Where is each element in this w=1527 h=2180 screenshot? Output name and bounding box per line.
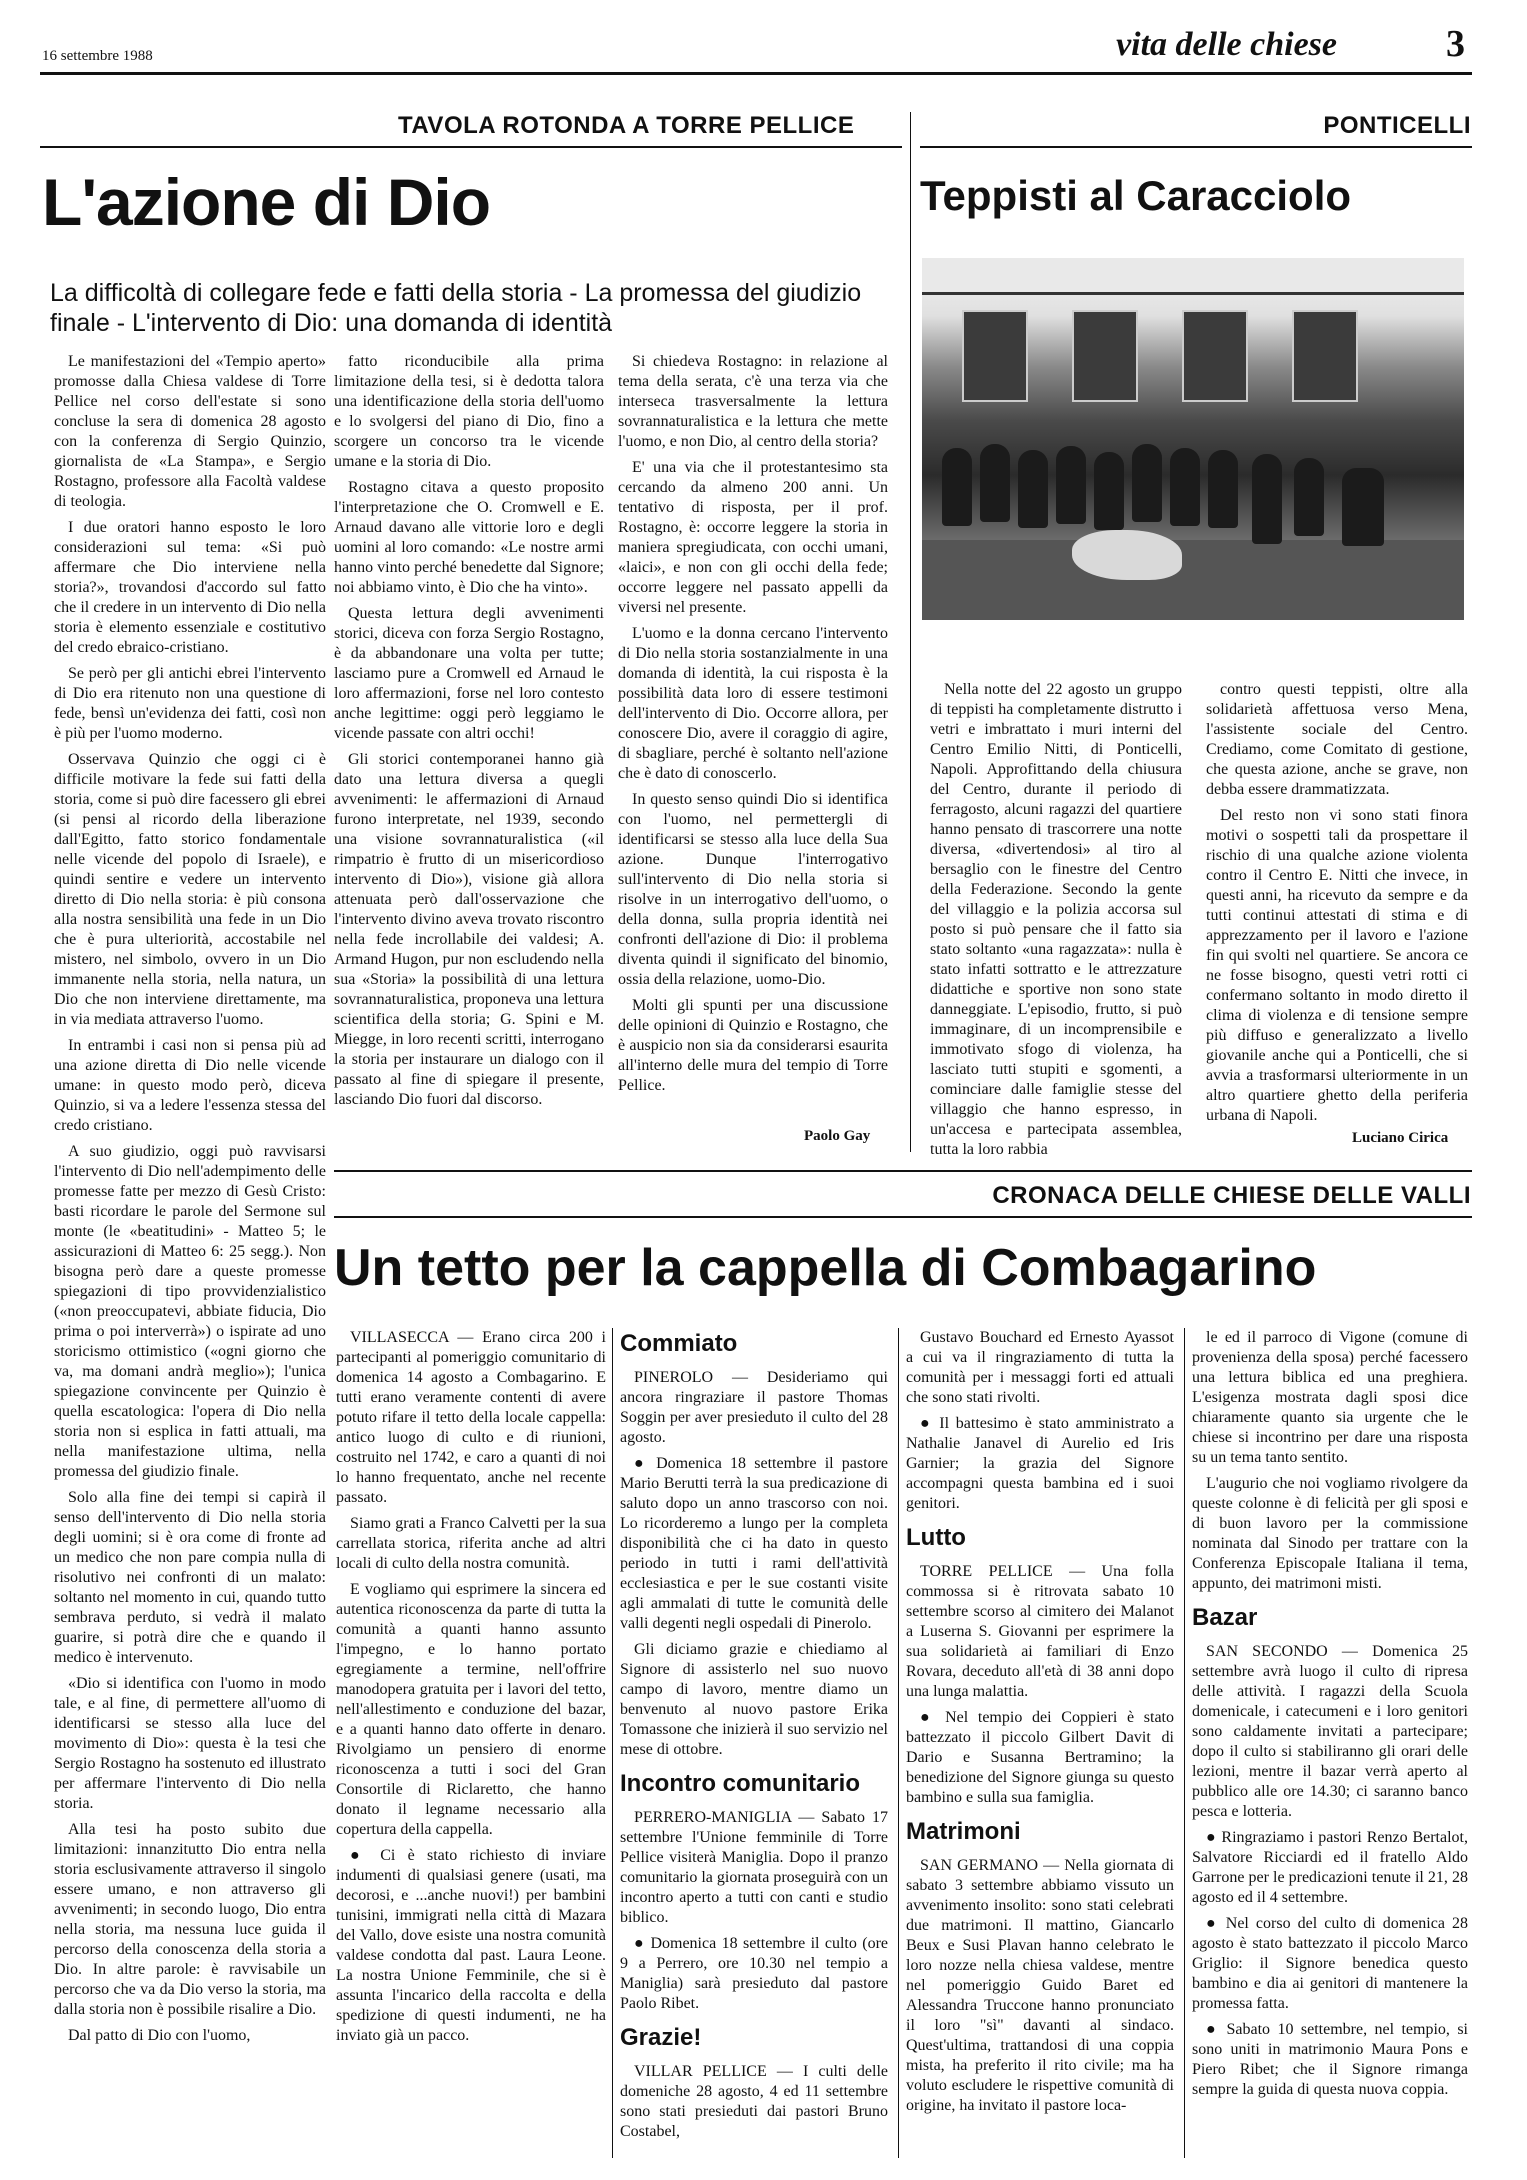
byline-2: Luciano Cirica xyxy=(1352,1130,1449,1146)
article-kicker: TAVOLA ROTONDA A TORRE PELLICE xyxy=(398,112,855,139)
paragraph: Le manifestazioni del «Tempio aperto» promosse dalla Chiesa valdese di Torre Pellice nel corso dell'estate si sono concluse la sera di domenica 28 agosto con la conferenza di Sergio Quinzio, giornalista de «La Stampa», e Sergio Rostagno, professore alla Facoltà valdese di teologia. xyxy=(54,353,326,510)
subheading: Grazie! xyxy=(620,2024,702,2051)
article-photo xyxy=(922,258,1464,620)
paragraph: ● Domenica 18 settembre il culto (ore 9 a Perrero, ore 10.30 nel tempio a Maniglia) sarà presieduto dal pastore Paolo Ribet. xyxy=(620,1935,888,2012)
paragraph: Dal patto di Dio con l'uomo, xyxy=(68,2027,251,2044)
paragraph: Rostagno citava a questo proposito l'interpretazione che O. Cromwell e E. Arnaud davano alle vittorie loro e degli uomini al loro comando: «Le nostre armi hanno vinto perché benedette dal Signore; noi abbiamo vinto, è Dio che ha vinto». xyxy=(334,479,604,596)
section-title: vita delle chiese xyxy=(1116,26,1337,63)
paragraph: PERRERO-MANIGLIA — Sabato 17 settembre l'Unione femminile di Torre Pellice visiterà Maniglia. Dopo il pranzo comunitario la giornata proseguirà con un incontro aperto a tutti con canti e studio biblico. xyxy=(620,1809,888,1926)
paragraph: Se però per gli antichi ebrei l'intervento di Dio era ritenuto non una questione di fede, bensì un'evidenza dei fatti, così non è più per l'uomo moderno. xyxy=(54,665,326,742)
article2-title: Teppisti al Caracciolo xyxy=(920,172,1352,219)
paragraph: E' una via che il protestantesimo sta cercando da almeno 200 anni. Un tentativo di risposta, per il prof. Rostagno, è: occorre leggere la storia in maniera spregiudicata, con occhi umani, «laici», e non con gli occhi della fede; occorre leggere nel passato appelli da viversi nel presente. xyxy=(618,459,888,616)
article2-kicker: PONTICELLI xyxy=(1323,112,1471,139)
article3-kicker: CRONACA DELLE CHIESE DELLE VALLI xyxy=(992,1182,1471,1209)
paragraph: I due oratori hanno esposto le loro considerazioni sul tema: «Si può affermare che Dio interviene nella storia?», trovandosi d'accordo sul fatto che il credere in un intervento di Dio nella storia è elemento essenziale e costitutivo del credo ebraico-cristiano. xyxy=(54,519,326,656)
kicker-rule-3 xyxy=(334,1216,1472,1218)
paragraph: L'uomo e la donna cercano l'intervento di Dio nella storia sostanzialmente in una domanda di identità, la cui risposta è la possibilità data loro di essere testimoni dell'intervento di Dio. Occorre allora, per conoscere Dio, avere il coraggio di agire, di sbagliare, perché è soltanto nell'azione che è dato di conoscerlo. xyxy=(618,625,888,782)
article-column-2 xyxy=(334,352,604,1152)
paragraph: ● Nel tempio dei Coppieri è stato battezzato il piccolo Gilbert Davit di Dario e Susanna Bertramino; la benedizione del Signore giunga su questo bambino e sulla sua famiglia. xyxy=(906,1709,1174,1806)
paragraph: Gli storici contemporanei hanno già dato una lettura diversa a quegli avvenimenti: le affermazioni di Arnaud furono interpretate, nel 1939, secondo una visione sovrannaturalistica («il rimpatrio è frutto di un misericordioso intervento di Dio»), visione già allora attenuata però dall'osservazione che l'intervento divino aveva trovato riscontro nella fede incrollabile dei valdesi; A. Armand Hugon, pur non escludendo nella sua «Storia» la possibilità di una lettura sovrannaturalistica, proponeva una lettura scientifica della storia; G. Spini e M. Miegge, in loro recenti scritti, interrogano la storia per instaurare un dialogo con il passato al fine di spiegare il presente, lasciando Dio fuori dal discorso. xyxy=(334,751,604,1108)
article-column-1 xyxy=(54,352,326,2162)
paragraph: VILLASECCA — Erano circa 200 i partecipanti al pomeriggio comunitario di domenica 14 agosto a Combagarino. E tutti erano veramente contenti di avere potuto rifare il tetto della locale cappella: antico luogo di culto e di riunioni, costruito nel 1742, e caro a quanti di noi lo hanno frequentato, anche nel recente passato. xyxy=(336,1329,606,1506)
paragraph: contro questi teppisti, oltre alla solidarietà affettuosa verso Mena, l'assistente sociale del Centro. Crediamo, come Comitato di gestione, che questa azione, anche se grave, non debba essere drammatizzata. xyxy=(1206,681,1468,798)
paragraph: Gli diciamo grazie e chiediamo al Signore di assisterlo nel suo nuovo campo di lavoro, mentre diamo un benvenuto al nuovo pastore Erika Tomassone che inizierà il suo servizio nel mese di ottobre. xyxy=(620,1641,888,1758)
paragraph: Gustavo Bouchard ed Ernesto Ayassot a cui va il ringraziamento di tutta la comunità per i messaggi forti ed attuali che sono stati rivolti. xyxy=(906,1329,1174,1406)
paragraph: le ed il parroco di Vigone (comune di provenienza della sposa) perché facessero una lettura biblica ed una preghiera. L'esigenza mostrata dagli sposi dice chiaramente quanto sia urgente che le chiese si incontrino per dare una risposta su un tema tanto sentito. xyxy=(1192,1329,1468,1466)
paragraph: Nella notte del 22 agosto un gruppo di teppisti ha completamente distrutto i vetri e imbrattato i muri interni del Centro Emilio Nitti, di Ponticelli, Napoli. Approfittando della chiusura del Centro, durante il periodo di ferragosto, alcuni ragazzi del quartiere hanno pensato di trascorrere una notte diversa, «divertendosi» al tiro al bersaglio con le finestre del Centro della Federazione. Secondo la gente del villaggio e la polizia accorsa sul posto si può pensare che il fatto sia stato soltanto «una ragazzata»: nulla è stato infatti sottratto e le attrezzature didattiche e sportive non sono state danneggiate. L'episodio, frutto, si può immaginare, di un incomprensibile e immotivato sfogo di violenza, ha lasciato tutti stupiti e sgomenti, a cominciare dalle famiglie stesse del villaggio che hanno espresso, in un'accesa e partecipata assemblea, tutta la loro rabbia xyxy=(930,681,1182,1158)
paragraph: fatto riconducibile alla prima limitazione della tesi, si è dedotta talora una identificazione della storia dell'uomo e lo svolgersi del piano di Dio, fino a scorgere un concorso tra le vicende umane e la storia di Dio. xyxy=(334,353,604,470)
subheading: Bazar xyxy=(1192,1604,1258,1631)
paragraph: Alla tesi ha posto subito due limitazioni: innanzitutto Dio entra nella storia esclusivamente attraverso il singolo essere umano, e non attraverso gli avvenimenti; in secondo luogo, Dio entra nella storia, ma nessuna luce guida il percorso della conoscenza della storia a Dio. In altre parole: è ravvisabile un percorso che va da Dio verso la storia, ma dalla storia non è possibile risalire a Dio. xyxy=(54,1821,326,2018)
column-divider-3b xyxy=(898,1328,899,2158)
article3-column-4 xyxy=(1192,1328,1468,2158)
kicker-rule-2 xyxy=(920,146,1472,148)
paragraph: L'augurio che noi vogliamo rivolgere da queste colonne è di felicità per gli sposi e di buon lavoro per la commissione nominata dal Sinodo per trattare con la Conferenza Episcopale Italiana il tema, appunto, dei matrimoni misti. xyxy=(1192,1475,1468,1592)
page-number: 3 xyxy=(1446,23,1465,65)
paragraph: ● Ringraziamo i pastori Renzo Bertalot, Salvatore Ricciardi ed il fratello Aldo Garrone per le predicazioni tenute il 21, 28 agosto ed il 4 settembre. xyxy=(1192,1829,1468,1906)
paragraph: Questa lettura degli avvenimenti storici, diceva con forza Sergio Rostagno, è da abbandonare una volta per tutte; lasciamo pure a Cromwell ed Arnaud le loro affermazioni, forse nel loro contesto anche legittime: oggi però leggiamo le vicende passate con altri occhi! xyxy=(334,605,604,742)
article-column-3 xyxy=(618,352,888,1132)
paragraph: «Dio si identifica con l'uomo in modo tale, e al fine, di permettere all'uomo di identificarsi se stesso alla luce del movimento di Dio»: questa è la tesi che Sergio Rostagno ha sostenuto ed illustrato per affermare l'intervento di Dio nella storia. xyxy=(54,1675,326,1812)
paragraph: TORRE PELLICE — Una folla commossa si è ritrovata sabato 10 settembre scorso al cimitero dei Malanot a Luserna S. Giovanni per esprimere la sua solidarietà ai familiari di Enzo Rovara, deceduto all'età di 38 anni dopo una lunga malattia. xyxy=(906,1563,1174,1700)
paragraph: ● Nel corso del culto di domenica 28 agosto è stato battezzato il piccolo Marco Griglio: il Signore benedica questo bambino e dia ai genitori di mantenere la promessa fatta. xyxy=(1192,1915,1468,2012)
article3-title: Un tetto per la cappella di Combagarino xyxy=(334,1239,1317,1297)
paragraph: SAN SECONDO — Domenica 25 settembre avrà luogo il culto di ripresa delle attività. I ragazzi della Scuola domenicale, i catecumeni e i loro genitori sono caldamente invitati a partecipare; dopo il culto si stabiliranno gli orari delle lezioni, mentre il bazar verrà aperto al pubblico alle ore 14.30; ci saranno banco pesca e lotteria. xyxy=(1192,1643,1468,1820)
article2-column-1 xyxy=(930,680,1182,1158)
subheading: Incontro comunitario xyxy=(620,1770,860,1797)
paragraph: A suo giudizio, oggi può ravvisarsi l'intervento di Dio nell'adempimento delle promesse fatte per mezzo di Gesù Cristo: basti ricordare le parole del Sermone sul monte (le «beatitudini» - Matteo 5; le assicurazioni di Matteo 6: 25 segg.). Non bisogna però dare a queste promesse spiegazioni di tipo provvidenzialistico («non preoccupatevi, abbiate fiducia, Dio prima o poi interverrà») o ispirate ad uno storicismo ottimistico («ogni giorno che va, ma domani andrà meglio»); l'unica spiegazione convincente per Quinzio è quella escatologica: l'opera di Dio nella storia non si esplica in fatti attuali, ma nella manifestazione ultima, nella promessa del giudizio finale. xyxy=(54,1143,326,1480)
paragraph: VILLAR PELLICE — I culti delle domeniche 28 agosto, 4 ed 11 settembre sono stati presieduti dai pastori Bruno Costabel, xyxy=(620,2063,888,2140)
article3-column-1 xyxy=(336,1328,606,2158)
subheading: Matrimoni xyxy=(906,1818,1021,1845)
column-divider xyxy=(910,112,911,1152)
paragraph: ● Sabato 10 settembre, nel tempio, si sono uniti in matrimonio Maura Pons e Piero Ribet; che il Signore rimanga sempre la guida di questa nuova coppia. xyxy=(1192,2021,1468,2098)
paragraph: In questo senso quindi Dio si identifica con l'uomo, nel permettergli di identificarsi se stesso alla luce della Sua azione. Dunque l'interrogativo sull'intervento di Dio nella storia si risolve in un interrogativo dell'uomo, o della donna, sulla propria identità nei confronti dell'azione di Dio: il problema diventa quindi il significato del binomio, ossia della relazione, uomo-Dio. xyxy=(618,791,888,988)
article-title: L'azione di Dio xyxy=(42,165,491,239)
subheading: Commiato xyxy=(620,1330,738,1357)
section-rule xyxy=(334,1170,1472,1172)
paragraph: Solo alla fine dei tempi si capirà il senso dell'intervento di Dio nella storia degli uomini; si è ora come di fronte ad un medico che non pare compia nulla di risolutivo nei confronti di un malato: soltanto nel momento in cui, quando tutto sembrava perduto, si vedrà il malato guarire, si potrà dire che e quando il medico è intervenuto. xyxy=(54,1489,326,1666)
column-divider-3a xyxy=(612,1328,613,2158)
paragraph: Del resto non vi sono stati finora motivi o sospetti tali da prospettare il rischio di una qualche azione violenta contro il Centro E. Nitti che invece, in questi anni, ha ricevuto da sempre e da tutti continui attestati di stima e di apprezzamento per il lavoro e l'azione fin qui svolti nel quartiere. Se ancora ce ne fosse bisogno, questi vetri rotti ci confermano soltanto in modo diretto il clima di violenza e di tensione sempre più diffuso e generalizzato a livello giovanile anche qui a Ponticelli, che si avvia a trasformarsi ulteriormente in un altro quartiere ghetto della periferia urbana di Napoli. xyxy=(1206,807,1468,1124)
paragraph: SAN GERMANO — Nella giornata di sabato 3 settembre abbiamo vissuto un avvenimento insolito: sono stati celebrati due matrimoni. Il mattino, Giancarlo Beux e Susi Plavan hanno celebrato le loro nozze nella chiesa valdese, mentre nel pomeriggio Guido Baret ed Alessandra Truccone hanno pronunciato il loro "sì" davanti al sindaco. Quest'ultima, trattandosi di una coppia mista, ha preferito il rito civile; ma ha voluto escludere le rispettive comunità di origine, ha invitato il pastore loca- xyxy=(906,1857,1174,2114)
paragraph: Si chiedeva Rostagno: in relazione al tema della serata, c'è una terza via che interseca trasversalmente la lettura sovrannaturalistica e la lettura che mette l'uomo, e non Dio, al centro della storia? xyxy=(618,353,888,450)
paragraph: PINEROLO — Desideriamo qui ancora ringraziare il pastore Thomas Soggin per aver presieduto il culto del 28 agosto. xyxy=(620,1369,888,1446)
issue-date: 16 settembre 1988 xyxy=(42,48,153,64)
paragraph: ● Ci è stato richiesto di inviare indumenti di qualsiasi genere (usati, ma decorosi, e ...anche nuovi!) per bambini tunisini, immigrati nella città di Mazara del Vallo, dove esiste una nostra comunità valdese condotta dal past. Laura Leone. La nostra Unione Femminile, che si è assunta l'incarico della raccolta e della spedizione di questi indumenti, ne ha inviato già un pacco. xyxy=(336,1847,606,2044)
header-rule xyxy=(40,72,1472,75)
article2-column-2 xyxy=(1206,680,1468,1124)
article3-column-2 xyxy=(620,1320,888,2160)
column-divider-3c xyxy=(1184,1328,1185,2158)
paragraph: Osservava Quinzio che oggi ci è difficile motivare la fede sui fatti della storia, come si può dire facessero gli ebrei (si pensi al ricordo della liberazione dall'Egitto, fatto storico fondamentale nelle vicende del popolo di Israele), e quindi sentire e vedere un intervento diretto di Dio nella storia: è più consona alla nostra sensibilità una fede in un Dio che è pura ulteriorità, accostabile nel mistero, nel simbolo, ovvero in un Dio immanente nella storia, nella natura, un Dio che non interviene direttamente, ma in via mediata attraverso l'uomo. xyxy=(54,751,326,1028)
paragraph: Molti gli spunti per una discussione delle opinioni di Quinzio e Rostagno, che è auspicio non sia da considerarsi esaurita all'interno delle mura del tempio di Torre Pellice. xyxy=(618,997,888,1094)
byline: Paolo Gay xyxy=(804,1128,871,1144)
paragraph: ● Domenica 18 settembre il pastore Mario Berutti terrà la sua predicazione di saluto dopo un anno trascorso con noi. Lo ricorderemo a lungo per la completa disponibilità che ci ha dato in questo periodo in tutti i rami dell'attività ecclesiastica e per le sue costanti visite agli ammalati di tutte le comunità delle valli degenti negli ospedali di Pinerolo. xyxy=(620,1455,888,1632)
paragraph: ● Il battesimo è stato amministrato a Nathalie Janavel di Aurelio ed Iris Garnier; la grazia del Signore accompagni questa bambina ed i suoi genitori. xyxy=(906,1415,1174,1512)
subheading: Lutto xyxy=(906,1524,966,1551)
paragraph: In entrambi i casi non si pensa più ad una azione diretta di Dio nelle vicende umane: in questo modo però, diceva Quinzio, si va a ledere l'essenza stessa del credo cristiano. xyxy=(54,1037,326,1134)
paragraph: E vogliamo qui esprimere la sincera ed autentica riconoscenza da parte di tutta la comunità a quanti hanno assunto l'impegno, e lo hanno portato egregiamente a termine, nell'offrire manodopera gratuita per i lavori del tetto, nell'allestimento e conduzione del bazar, e a quanti hanno dato offerte in denaro. Rivolgiamo un pensiero di enorme riconoscenza a tutti i soci del Gran Consortile di Riclaretto, che hanno donato il legname necessario alla copertura della cappella. xyxy=(336,1581,606,1838)
article3-column-3 xyxy=(906,1328,1174,2158)
paragraph: Siamo grati a Franco Calvetti per la sua carrellata storica, riferita anche ad altri locali di culto della nostra comunità. xyxy=(336,1515,606,1572)
kicker-rule xyxy=(40,146,902,148)
article-deck: La difficoltà di collegare fede e fatti della storia - La promessa del giudizio finale - L'intervento di Dio: una domanda di identità xyxy=(50,279,862,337)
